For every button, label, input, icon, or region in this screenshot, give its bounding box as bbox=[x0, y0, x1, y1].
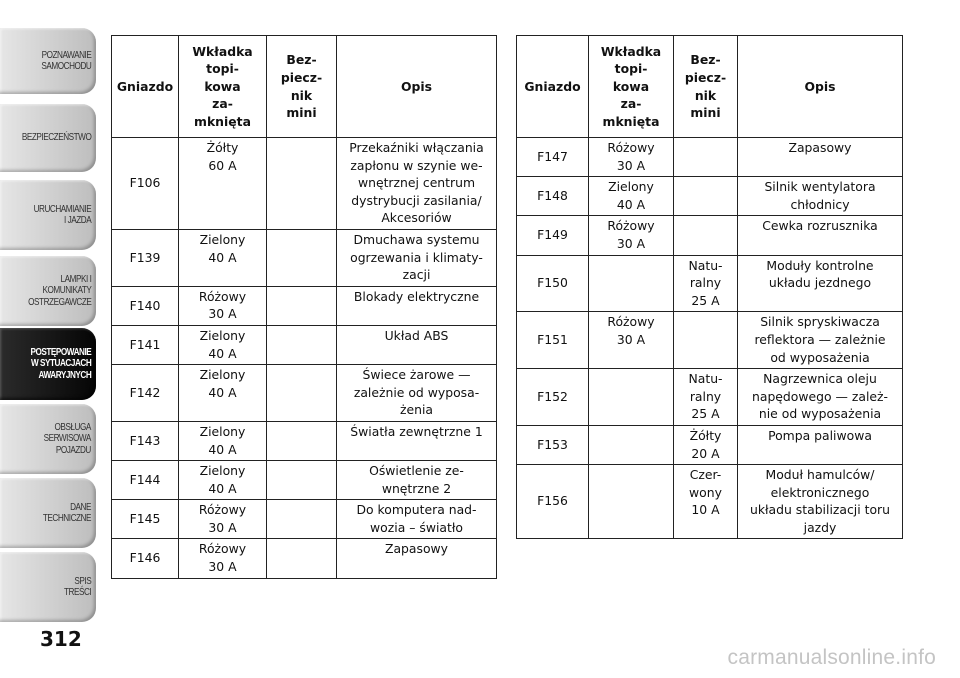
fuse-plug-in: Różowy 30 A bbox=[589, 138, 674, 177]
fuse-mini bbox=[674, 177, 738, 216]
fuse-mini: Natu- ralny 25 A bbox=[674, 369, 738, 426]
fuse-id: F151 bbox=[517, 312, 589, 369]
tab-dane-techniczne[interactable] bbox=[0, 478, 96, 548]
fuse-plug-in: Różowy 30 A bbox=[589, 312, 674, 369]
tab-label: URUCHAMIANIE I JAZDA bbox=[33, 202, 92, 226]
tab-lampki-i-komunikaty[interactable] bbox=[0, 256, 96, 326]
fuse-row bbox=[112, 461, 497, 500]
fuse-mini bbox=[267, 229, 337, 286]
fuse-plug-in: Różowy 30 A bbox=[179, 500, 267, 539]
fuse-plug-in bbox=[589, 465, 674, 539]
fuse-description: Silnik spryskiwacza reflektora — zależnie od wyposażenia bbox=[738, 312, 903, 369]
fuse-plug-in: Różowy 30 A bbox=[179, 286, 267, 325]
fuse-plug-in: Zielony 40 A bbox=[179, 325, 267, 364]
fuse-id: F144 bbox=[112, 461, 179, 500]
fuse-description: Dmuchawa systemu ogrzewania i klimaty- zacji bbox=[337, 229, 497, 286]
header-mini: Bez- piecz- nik mini bbox=[267, 36, 337, 138]
fuse-id: F143 bbox=[112, 421, 179, 460]
header-plug-in: Wkładka topi- kowa za- mknięta bbox=[589, 36, 674, 138]
fuse-row bbox=[517, 177, 903, 216]
fuse-description: Przekaźniki włączania zapłonu w szynie we- wnętrznej centrum dystrybucji zasilania/ Akcesoriów bbox=[337, 138, 497, 230]
fuse-row bbox=[517, 255, 903, 312]
fuse-mini bbox=[267, 365, 337, 422]
fuse-row bbox=[517, 312, 903, 369]
fuse-id: F147 bbox=[517, 138, 589, 177]
watermark: carmanualsonline.info bbox=[727, 646, 936, 669]
fuse-table-right bbox=[516, 35, 903, 539]
fuse-description: Do komputera nad- wozia – światło bbox=[337, 500, 497, 539]
header-plug-in: Wkładka topi- kowa za- mknięta bbox=[179, 36, 267, 138]
fuse-mini bbox=[267, 539, 337, 578]
fuse-mini bbox=[674, 312, 738, 369]
tab-label: OBSŁUGA SERWISOWA POJAZDU bbox=[44, 420, 92, 456]
tab-spis-tresci[interactable] bbox=[0, 552, 96, 622]
fuse-description: Pompa paliwowa bbox=[738, 425, 903, 464]
tab-label: POSTĘPOWANIE W SYTUACJACH AWARYJNYCH bbox=[30, 345, 92, 381]
fuse-plug-in: Żółty 60 A bbox=[179, 138, 267, 230]
fuse-description: Światła zewnętrzne 1 bbox=[337, 421, 497, 460]
fuse-row bbox=[112, 500, 497, 539]
fuse-row bbox=[112, 325, 497, 364]
fuse-plug-in bbox=[589, 425, 674, 464]
fuse-plug-in: Różowy 30 A bbox=[179, 539, 267, 578]
tab-label: SPIS TREŚCI bbox=[64, 574, 92, 598]
fuse-row bbox=[517, 465, 903, 539]
header-mini: Bez- piecz- nik mini bbox=[674, 36, 738, 138]
fuse-description: Nagrzewnica oleju napędowego — zależ- nie od wyposażenia bbox=[738, 369, 903, 426]
fuse-row bbox=[112, 365, 497, 422]
fuse-description: Zapasowy bbox=[738, 138, 903, 177]
fuse-id: F152 bbox=[517, 369, 589, 426]
fuse-plug-in: Zielony 40 A bbox=[179, 421, 267, 460]
fuse-id: F150 bbox=[517, 255, 589, 312]
fuse-description: Zapasowy bbox=[337, 539, 497, 578]
fuse-mini bbox=[267, 461, 337, 500]
fuse-plug-in: Zielony 40 A bbox=[179, 461, 267, 500]
fuse-plug-in: Zielony 40 A bbox=[179, 365, 267, 422]
tab-bezpieczenstwo[interactable] bbox=[0, 104, 96, 172]
fuse-mini: Natu- ralny 25 A bbox=[674, 255, 738, 312]
fuse-id: F156 bbox=[517, 465, 589, 539]
fuse-mini bbox=[267, 500, 337, 539]
fuse-plug-in: Zielony 40 A bbox=[179, 229, 267, 286]
fuse-plug-in bbox=[589, 255, 674, 312]
fuse-row bbox=[112, 539, 497, 578]
fuse-table-left bbox=[111, 35, 497, 579]
header-socket: Gniazdo bbox=[112, 36, 179, 138]
fuse-id: F148 bbox=[517, 177, 589, 216]
table-header-row bbox=[517, 36, 903, 138]
fuse-description: Cewka rozrusznika bbox=[738, 216, 903, 255]
tab-postepowanie-w-sytuacjach-awaryjnych[interactable] bbox=[0, 328, 96, 400]
fuse-id: F142 bbox=[112, 365, 179, 422]
fuse-row bbox=[517, 369, 903, 426]
fuse-mini bbox=[267, 421, 337, 460]
tab-obsluga-serwisowa[interactable] bbox=[0, 404, 96, 474]
tab-label: POZNAWANIE SAMOCHODU bbox=[41, 48, 92, 72]
table-header-row bbox=[112, 36, 497, 138]
fuse-mini bbox=[267, 325, 337, 364]
fuse-description: Oświetlenie ze- wnętrzne 2 bbox=[337, 461, 497, 500]
fuse-mini bbox=[674, 216, 738, 255]
fuse-plug-in: Różowy 30 A bbox=[589, 216, 674, 255]
fuse-description: Silnik wentylatora chłodnicy bbox=[738, 177, 903, 216]
fuse-id: F145 bbox=[112, 500, 179, 539]
fuse-row bbox=[517, 216, 903, 255]
tab-poznawanie-samochodu[interactable] bbox=[0, 28, 96, 94]
fuse-description: Świece żarowe — zależnie od wyposa- żenia bbox=[337, 365, 497, 422]
fuse-mini bbox=[267, 286, 337, 325]
fuse-id: F146 bbox=[112, 539, 179, 578]
tab-label: LAMPKI I KOMUNIKATY OSTRZEGAWCZE bbox=[28, 272, 92, 308]
fuse-description: Moduły kontrolne układu jezdnego bbox=[738, 255, 903, 312]
fuse-description: Blokady elektryczne bbox=[337, 286, 497, 325]
tab-label: BEZPIECZEŃSTWO bbox=[21, 131, 92, 144]
header-description: Opis bbox=[738, 36, 903, 138]
fuse-row bbox=[517, 425, 903, 464]
tab-uruchamianie-i-jazda[interactable] bbox=[0, 180, 96, 250]
chapter-tabs bbox=[0, 0, 100, 678]
fuse-row bbox=[112, 421, 497, 460]
fuse-id: F106 bbox=[112, 138, 179, 230]
fuse-id: F149 bbox=[517, 216, 589, 255]
fuse-row bbox=[112, 286, 497, 325]
fuse-mini: Czer- wony 10 A bbox=[674, 465, 738, 539]
tab-label: DANE TECHNICZNE bbox=[43, 500, 92, 524]
fuse-plug-in bbox=[589, 369, 674, 426]
fuse-id: F141 bbox=[112, 325, 179, 364]
fuse-description: Układ ABS bbox=[337, 325, 497, 364]
fuse-plug-in: Zielony 40 A bbox=[589, 177, 674, 216]
fuse-row bbox=[517, 138, 903, 177]
fuse-description: Moduł hamulców/ elektronicznego układu stabilizacji toru jazdy bbox=[738, 465, 903, 539]
fuse-mini bbox=[674, 138, 738, 177]
fuse-row bbox=[112, 138, 497, 230]
header-description: Opis bbox=[337, 36, 497, 138]
header-socket: Gniazdo bbox=[517, 36, 589, 138]
page-number: 312 bbox=[40, 627, 82, 651]
fuse-mini bbox=[267, 138, 337, 230]
fuse-mini: Żółty 20 A bbox=[674, 425, 738, 464]
fuse-id: F140 bbox=[112, 286, 179, 325]
fuse-id: F153 bbox=[517, 425, 589, 464]
fuse-row bbox=[112, 229, 497, 286]
fuse-id: F139 bbox=[112, 229, 179, 286]
